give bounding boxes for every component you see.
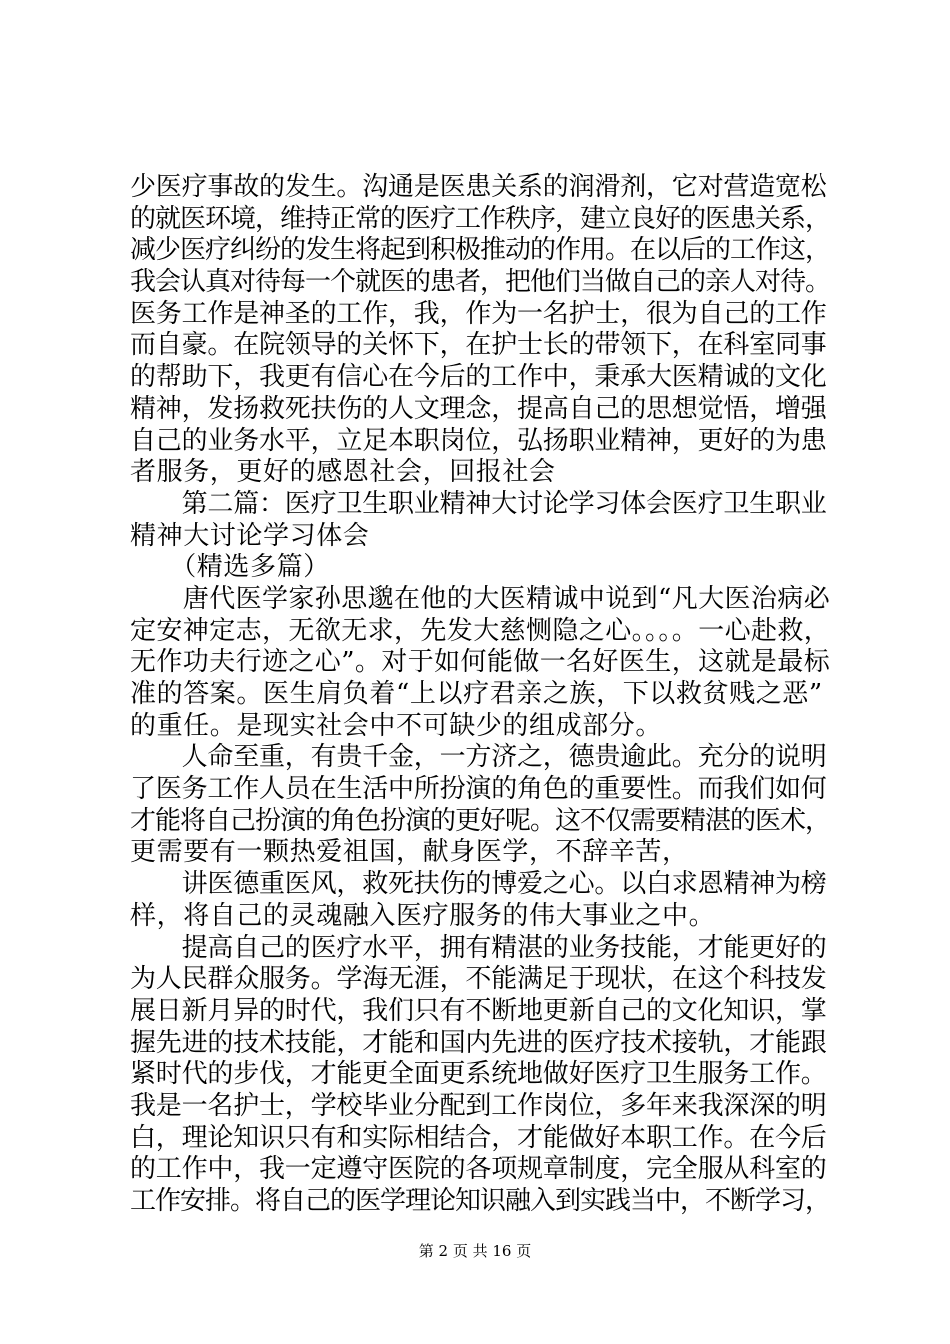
- text-line: 更需要有一颗热爱祖国，献身医学，不辞辛苦，: [130, 837, 689, 868]
- text-line: 我会认真对待每一个就医的患者，把他们当做自己的亲人对待。: [130, 267, 831, 298]
- text-line: 减少医疗纠纷的发生将起到积极推动的作用。在以后的工作这，: [130, 235, 831, 266]
- text-line: 精神，发扬救死扶伤的人文理念，提高自己的思想觉悟，增强: [130, 393, 827, 424]
- text-line: 样，将自己的灵魂融入医疗服务的伟大事业之中。: [130, 900, 716, 931]
- text-line: 准的答案。医生肩负着“上以疗君亲之族，下以救贫贱之恶”: [130, 679, 823, 709]
- text-line: 了医务工作人员在生活中所扮演的角色的重要性。而我们如何: [130, 774, 827, 805]
- text-line: 工作安排。将自己的医学理论知识融入到实践当中，不断学习，: [130, 1186, 831, 1216]
- text-line: 唐代医学家孙思邈在他的大医精诚中说到“凡大医治病必: [130, 583, 831, 614]
- text-line: （精选多篇）: [130, 552, 330, 583]
- text-line: 白，理论知识只有和实际相结合，才能做好本职工作。在今后: [130, 1122, 827, 1153]
- text-line: 人命至重，有贵千金，一方济之，德贵逾此。充分的说明: [130, 742, 827, 773]
- text-line: 紧时代的步伐，才能更全面更系统地做好医疗卫生服务工作。: [130, 1059, 827, 1090]
- text-line: 讲医德重医风，救死扶伤的博爱之心。以白求恩精神为榜: [130, 869, 827, 900]
- text-line: 的帮助下，我更有信心在今后的工作中，秉承大医精诚的文化: [130, 362, 827, 393]
- text-line: 而自豪。在院领导的关怀下，在护士长的带领下，在科室同事: [130, 330, 827, 361]
- text-line: 我是一名护士，学校毕业分配到工作岗位，多年来我深深的明: [130, 1090, 827, 1121]
- text-line: 提高自己的医疗水平，拥有精湛的业务技能，才能更好的: [130, 932, 827, 963]
- text-line: 定安神定志，无欲无求，先发大慈恻隐之心。。。。一心赴救，: [130, 615, 831, 646]
- text-line: 的就医环境，维持正常的医疗工作秩序，建立良好的医患关系，: [130, 203, 831, 234]
- text-line: 无作功夫行迹之心”。对于如何能做一名好医生，这就是最标: [130, 647, 831, 678]
- text-line: 自己的业务水平，立足本职岗位，弘扬职业精神，更好的为患: [130, 425, 827, 456]
- text-line: 握先进的技术技能，才能和国内先进的医疗技术接轨，才能跟: [130, 1027, 827, 1058]
- text-line: 的重任。是现实社会中不可缺少的组成部分。: [130, 710, 663, 741]
- text-line: 医务工作是神圣的工作，我，作为一名护士，很为自己的工作: [130, 298, 827, 329]
- text-line: 为人民群众服务。学海无涯，不能满足于现状，在这个科技发: [130, 964, 827, 995]
- text-line: 展日新月异的时代，我们只有不断地更新自己的文化知识，掌: [130, 995, 827, 1026]
- text-line: 第二篇：医疗卫生职业精神大讨论学习体会医疗卫生职业: [130, 488, 827, 519]
- text-line: 少医疗事故的发生。沟通是医患关系的润滑剂，它对营造宽松: [130, 172, 827, 202]
- body-text: [130, 172, 830, 1218]
- text-line: 的工作中，我一定遵守医院的各项规章制度，完全服从科室的: [130, 1154, 827, 1185]
- page-footer: 第 2 页 共 16 页: [418, 1242, 532, 1260]
- text-line: 精神大讨论学习体会: [130, 520, 370, 551]
- text-line: 者服务，更好的感恩社会，回报社会: [130, 457, 556, 488]
- text-line: 才能将自己扮演的角色扮演的更好呢。这不仅需要精湛的医术，: [130, 805, 831, 836]
